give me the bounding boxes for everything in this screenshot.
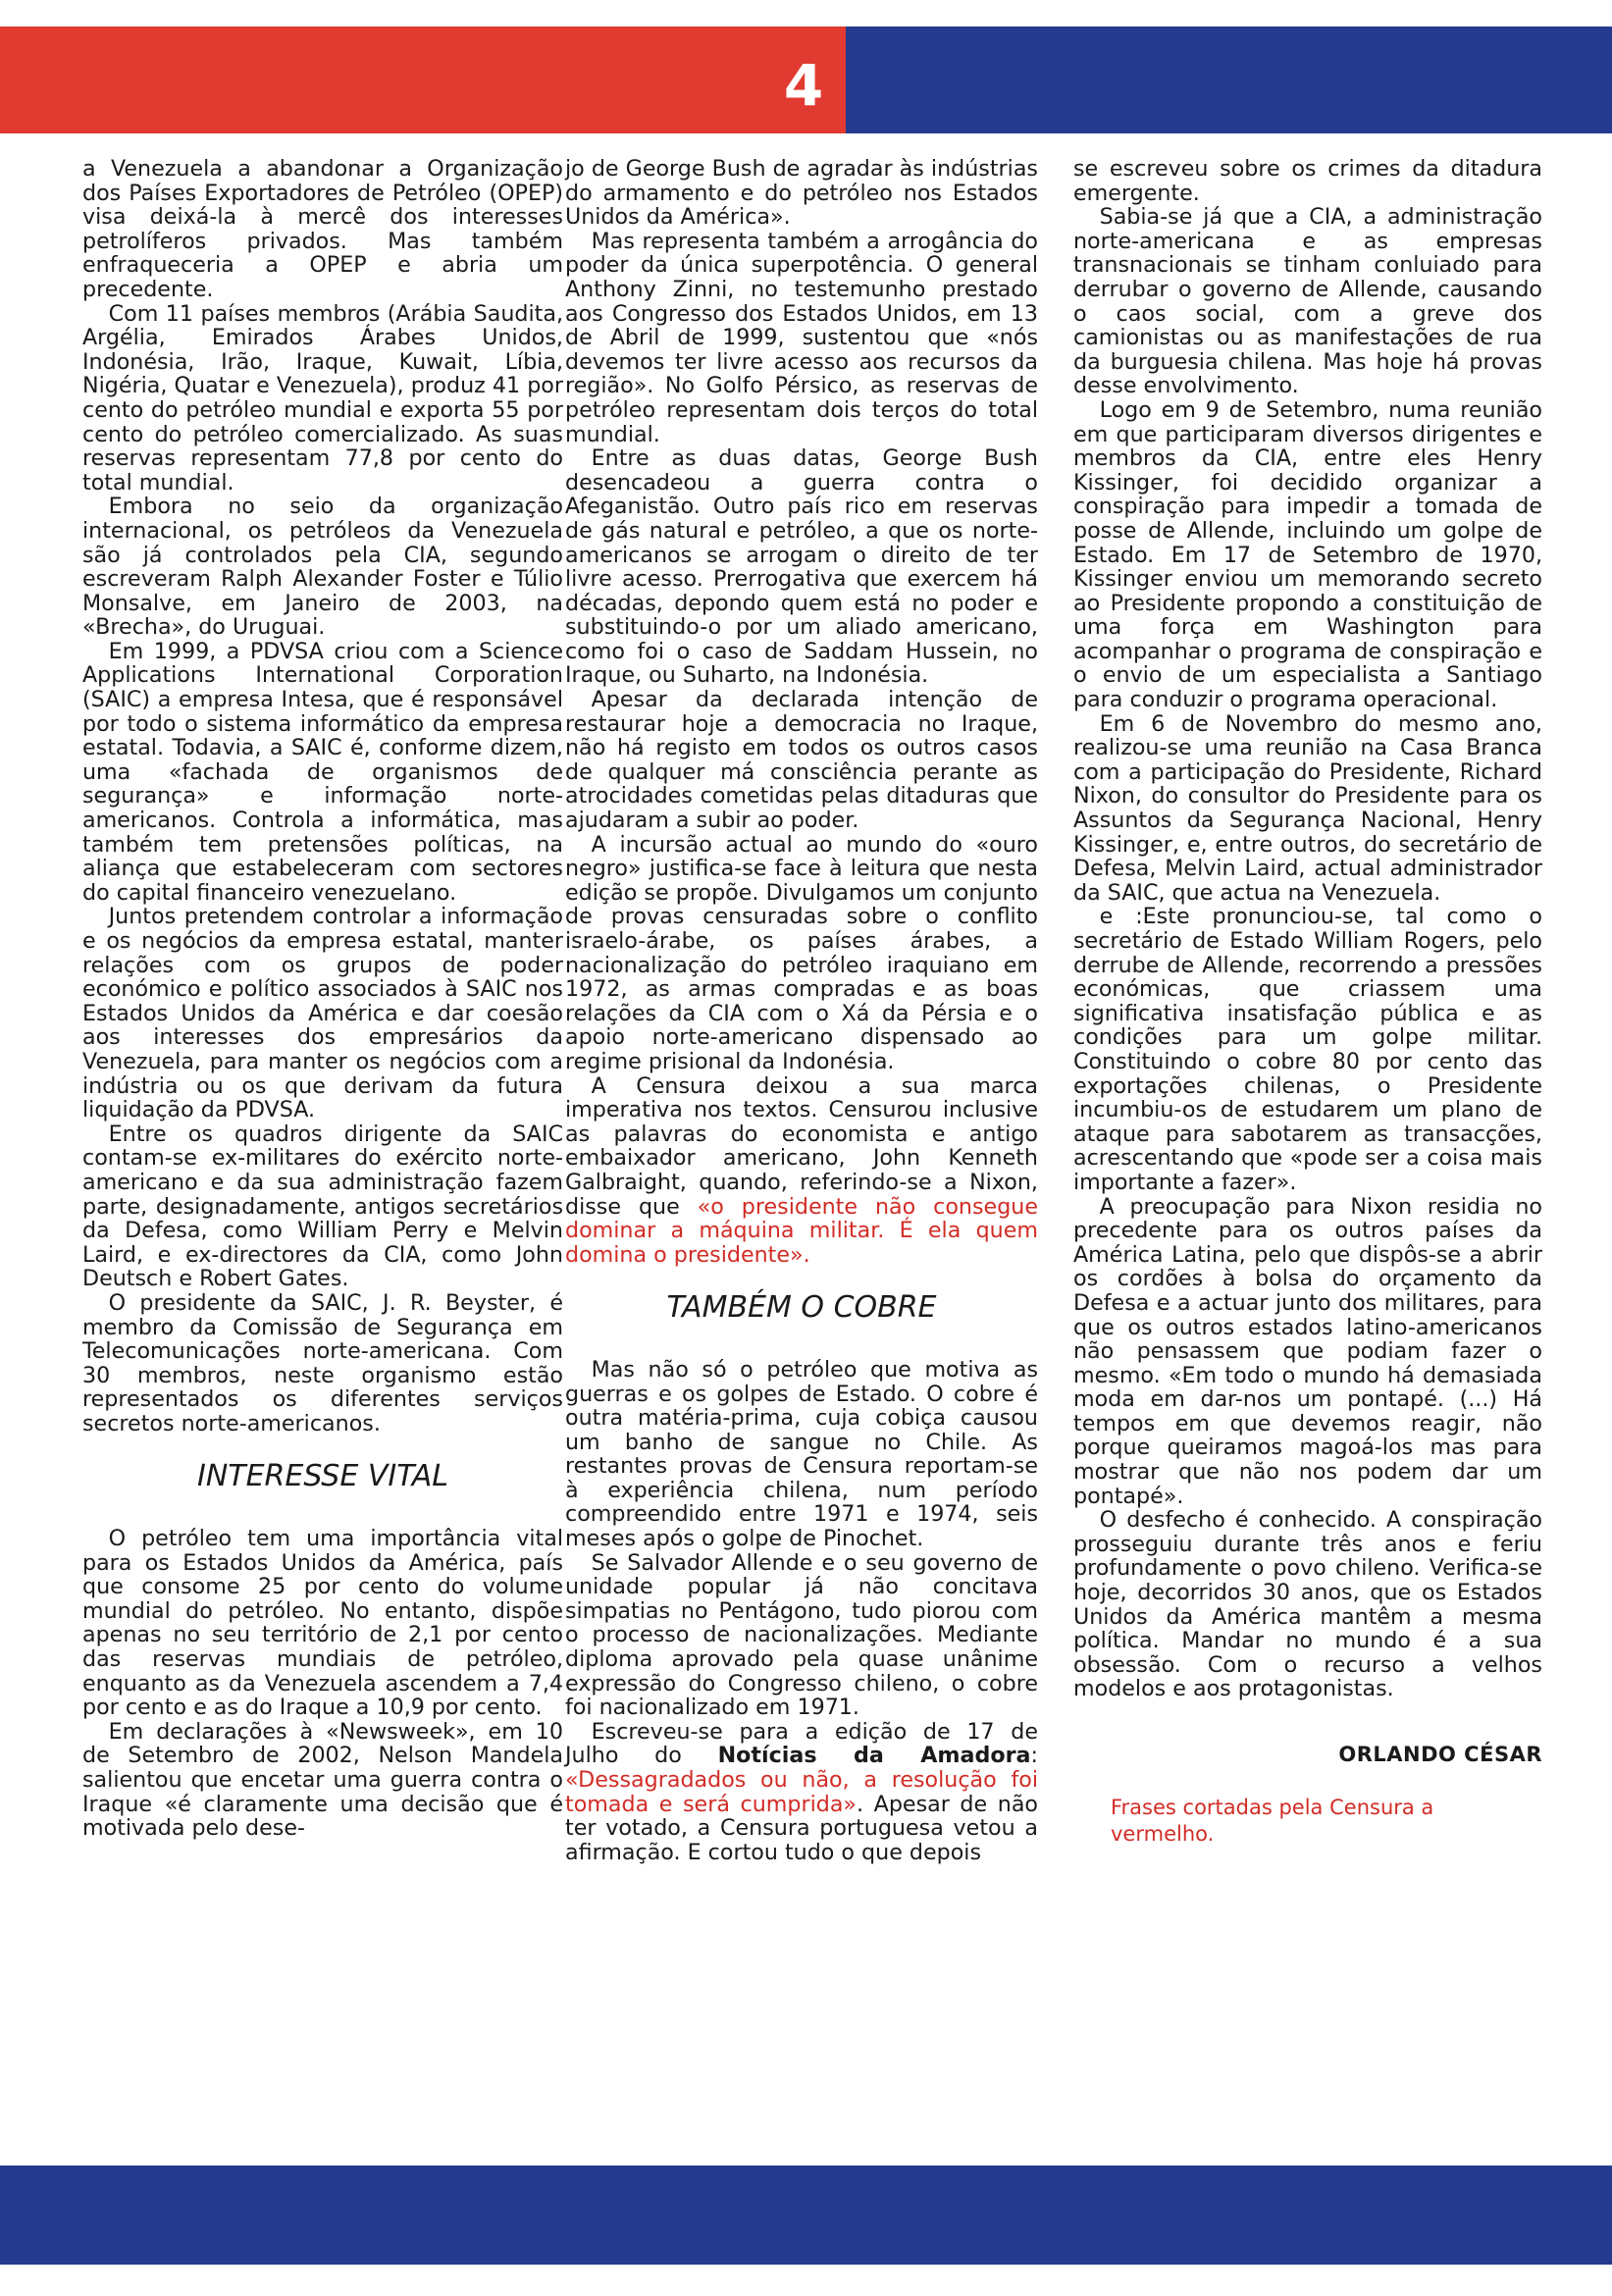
- paragraph: a Venezuela a abandonar a Organização dos Países Exportadores de Petróleo (OPEP) visa deixá-la à mercê dos interesses petrolíferos privados. Mas também enfraqueceria a OPEP e abria um precedente.: [82, 156, 563, 302]
- paragraph: O desfecho é conhecido. A conspiração prosseguiu durante três anos e feriu profundamente o povo chileno. Verifica-se hoje, decorridos 30 anos, que os Estados Unidos da América mantêm a mesma política. Mandar no mundo é a sua obsessão. Com o recurso a velhos modelos e aos protagonistas.: [1073, 1507, 1542, 1702]
- column-1: [82, 157, 563, 1841]
- publication-name: Notícias da Amadora: [717, 1743, 1031, 1769]
- column-2: [565, 157, 1038, 1864]
- censored-text: «Dessagradados ou não, a resolução foi tomada e será cumprida»: [565, 1767, 1038, 1817]
- header-blue-band: [846, 26, 1612, 133]
- paragraph: A preocupação para Nixon residia no precedente para os outros países da América Latina, pelo que dispôs-se a abrir os cordões à bolsa do orçamento da Defesa e a actuar junto dos militares, para que os outros estados latino-americanos não pensassem que podiam fazer o mesmo. «Em todo o mundo há demasiada moda em dar-nos um pontapé. (...) Há tempos em que devemos reagir, não porque queiramos magoá-los mas para mostrar que não nos podem dar um pontapé».: [1073, 1193, 1542, 1509]
- paragraph: Em declarações à «Newsweek», em 10 de Setembro de 2002, Nelson Mandela salientou que encetar uma guerra contra o Iraque «é claramente uma decisão que é motivada pelo dese-: [82, 1718, 563, 1842]
- censored-text: «o presidente não consegue dominar a máquina militar. É ela quem domina o presidente».: [565, 1193, 1038, 1268]
- paragraph: jo de George Bush de agradar às indústrias do armamento e do petróleo nos Estados Unidos da América».: [565, 156, 1038, 231]
- section-heading: TAMBÉM O COBRE: [666, 1290, 937, 1326]
- paragraph: Juntos pretendem controlar a informação e os negócios da empresa estatal, manter relações com os grupos de poder económico e político associados à SAIC nos Estados Unidos da América e dar coesão aos interesses dos empresários da Venezuela, para manter os negócios com a indústria ou os que derivam da futura liquidação da PDVSA.: [82, 904, 563, 1123]
- paragraph: Mas representa também a arrogância do poder da única superpotência. O general Anthony Zinni, no testemunho prestado aos Congresso dos Estados Unidos, em 13 de Abril de 1999, sustentou que «nós devemos ter livre acesso aos recursos da região». No Golfo Pérsico, as reservas de petróleo representam dois terços do total mundial.: [565, 228, 1038, 447]
- paragraph: O presidente da SAIC, J. R. Beyster, é membro da Comissão de Segurança em Telecomunicações norte-americana. Com 30 membros, neste organismo estão representados os diferentes serviços secretos norte-americanos.: [82, 1289, 563, 1436]
- paragraph: Se Salvador Allende e o seu governo de unidade popular já não concitava simpatias no Pentágono, tudo piorou com o processo de nacionalizações. Mediante diploma aprovado pela quase unânime expressão do Congresso chileno, o cobre foi nacionalizado em 1971.: [565, 1549, 1038, 1721]
- author-signature: ORLANDO CÉSAR: [1338, 1743, 1542, 1766]
- section-heading: INTERESSE VITAL: [196, 1459, 449, 1494]
- paragraph: Em 1999, a PDVSA criou com a Science Applications International Corporation (SAIC) a empresa Intesa, que é responsável por todo o sistema informático da empresa estatal. Todavia, a SAIC é, conforme dizem, uma «fachada de organismos de segurança» e informação norte-americanos. Controla a informática, mas também tem pretensões políticas, na aliança que estabeleceram com sectores do capital financeiro venezuelano.: [82, 638, 563, 906]
- footer-blue-band: [0, 2166, 1612, 2265]
- paragraph: Entre os quadros dirigente da SAIC contam-se ex-militares do exército norte-americano e da sua administração fazem parte, designadamente, antigos secretários da Defesa, como William Perry e Melvin Laird, e ex-directores da CIA, como John Deutsch e Robert Gates.: [82, 1121, 563, 1292]
- paragraph: e :Este pronunciou-se, tal como o secretário de Estado William Rogers, pelo derrube de Allende, recorrendo a pressões económicas, que criassem uma significativa insatisfação pública e as condições para um golpe militar. Constituindo o cobre 80 por cento das exportações chilenas, o Presidente incumbiu-os de estudarem um plano de ataque para sabotarem as transacções, acrescentando que «pode ser a coisa mais importante a fazer».: [1073, 904, 1542, 1195]
- column-3: [1073, 157, 1542, 1848]
- paragraph-text: :: [1030, 1743, 1038, 1769]
- paragraph: se escreveu sobre os crimes da ditadura emergente.: [1073, 156, 1542, 206]
- paragraph: Entre as duas datas, George Bush desencadeou a guerra contra o Afeganistão. Outro país rico em reservas de gás natural e petróleo, a que os norte-americanos se arrogam o direito de ter livre acesso. Prerrogativa que exercem há décadas, depondo quem está no poder e substituindo-o por um aliado americano, como foi o caso de Saddam Hussein, no Iraque, ou Suharto, na Indonésia.: [565, 445, 1038, 689]
- paragraph-text: Escreveu-se para a edição de 17 de Julho do: [565, 1718, 1038, 1769]
- page-number: 4: [783, 52, 824, 119]
- censorship-note: Frases cortadas pela Censura a vermelho.: [1111, 1795, 1434, 1846]
- header-red-band: [0, 26, 846, 133]
- paragraph: [565, 1074, 1038, 1268]
- paragraph: Com 11 países membros (Arábia Saudita, Argélia, Emirados Árabes Unidos, Indonésia, Irão, Iraque, Kuwait, Líbia, Nigéria, Quatar e Venezuela), produz 41 por cento do petróleo mundial e exporta 55 por cento do petróleo comercializado. As suas reservas representam 77,8 por cento do total mundial.: [82, 300, 563, 496]
- paragraph: O petróleo tem uma importância vital para os Estados Unidos da América, país que consome 25 por cento do volume mundial do petróleo. No entanto, dispõe apenas no seu território de 2,1 por cento das reservas mundiais de petróleo, enquanto as da Venezuela ascendem a 7,4 por cento e as do Iraque a 10,9 por cento.: [82, 1526, 563, 1721]
- paragraph: Sabia-se já que a CIA, a administração norte-americana e as empresas transnacionais se tinham conluiado para derrubar o governo de Allende, causando o caos social, com a greve dos camionistas ou as manifestações de rua da burguesia chilena. Mas hoje há provas desse envolvimento.: [1073, 204, 1542, 399]
- paragraph: Mas não só o petróleo que motiva as guerras e os golpes de Estado. O cobre é outra matéria-prima, cuja cobiça causou um banho de sangue no Chile. As restantes provas de Censura reportam-se à experiência chilena, num período compreendido entre 1971 e 1974, seis meses após o golpe de Pinochet.: [565, 1356, 1038, 1552]
- paragraph-text: A Censura deixou a sua marca imperativa nos textos. Censurou inclusive as palavras do economista e antigo embaixador americano, John Kenneth Galbraight, quando, referindo-se a Nixon, disse que: [565, 1072, 1038, 1220]
- paragraph-text: . Apesar de não ter votado, a Censura portuguesa vetou a afirmação. E cortou tudo o que depois: [565, 1791, 1038, 1865]
- paragraph: Embora no seio da organização internacional, os petróleos da Venezuela são já controlados pela CIA, segundo escreveram Ralph Alexander Foster e Túlio Monsalve, em Janeiro de 2003, na «Brecha», do Uruguai.: [82, 494, 563, 641]
- paragraph: A incursão actual ao mundo do «ouro negro» justifica-se face à leitura que nesta edição se propõe. Divulgamos um conjunto de provas censuradas sobre o conflito israelo-árabe, os países árabes, a nacionalização do petróleo iraquiano em 1972, as armas compradas e as boas relações da CIA com o Xá da Pérsia e o apoio norte-americano dispensado ao regime prisional da Indonésia.: [565, 831, 1038, 1074]
- paragraph: Em 6 de Novembro do mesmo ano, realizou-se uma reunião na Casa Branca com a participação do Presidente, Richard Nixon, do consultor do Presidente para os Assuntos da Segurança Nacional, Henry Kissinger, e, entre outros, do secretário de Defesa, Melvin Laird, actual administrador da SAIC, que actua na Venezuela.: [1073, 710, 1542, 906]
- paragraph: Logo em 9 de Setembro, numa reunião em que participaram diversos dirigentes e membros da CIA, entre eles Henry Kissinger, foi decidido organizar a conspiração para impedir a tomada de posse de Allende, incluindo um golpe de Estado. Em 17 de Setembro de 1970, Kissinger enviou um memorando secreto ao Presidente propondo a constituição de uma força em Washington para acompanhar o programa de conspiração e o envio de um especialista a Santiago para conduzir o programa operacional.: [1073, 396, 1542, 713]
- paragraph: Apesar da declarada intenção de restaurar hoje a democracia no Iraque, não há registo em todos os outros casos de qualquer má consciência perante as atrocidades cometidas pelas ditaduras que ajudaram a subir ao poder.: [565, 687, 1038, 834]
- paragraph: [565, 1720, 1038, 1865]
